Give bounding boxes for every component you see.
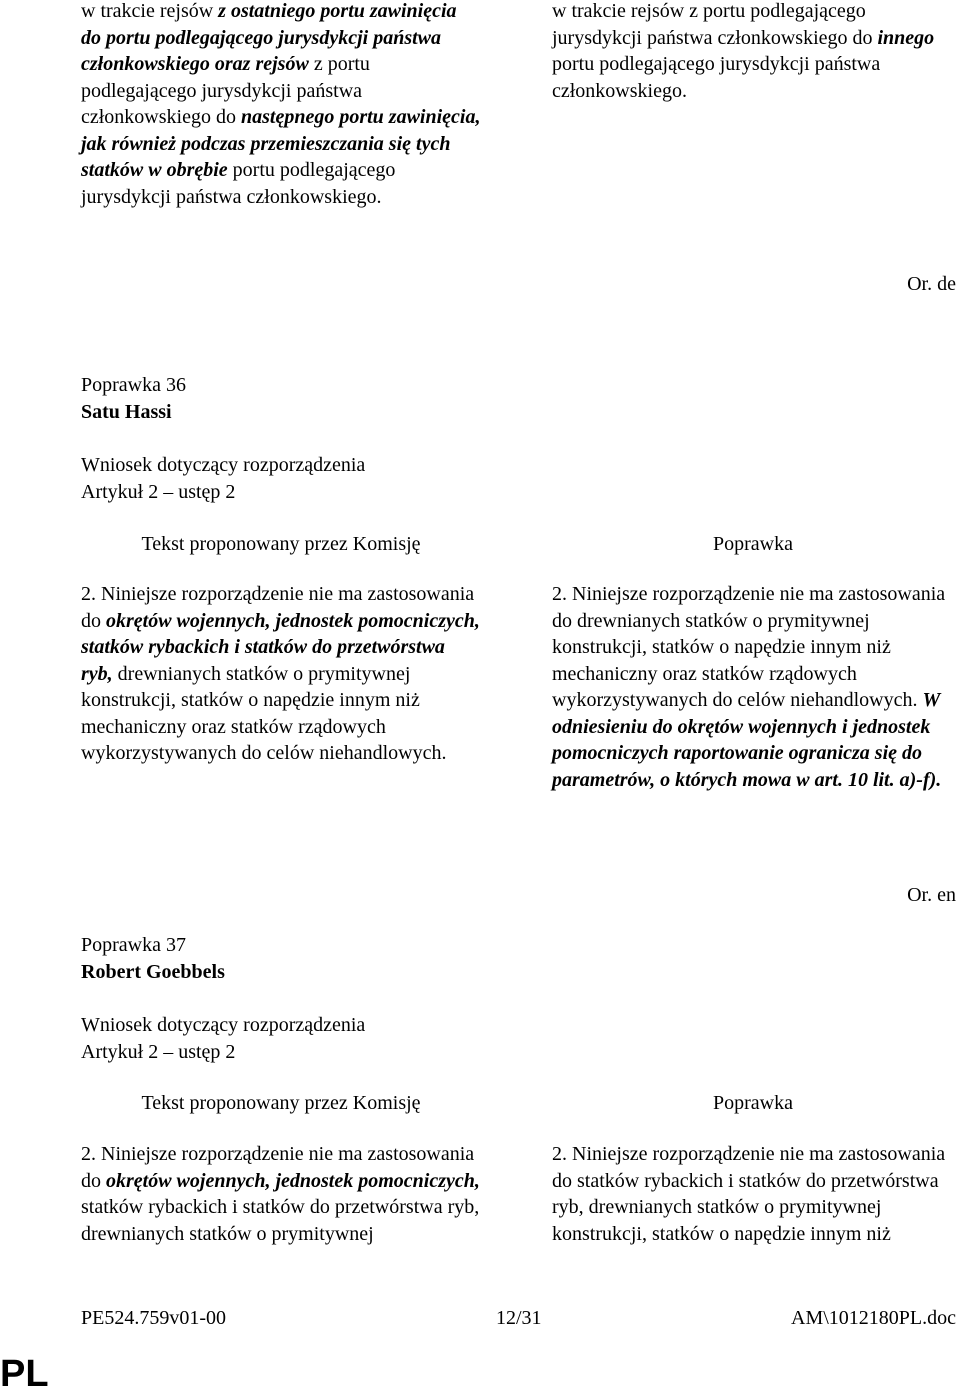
column-header-amendment: Poprawka bbox=[713, 1092, 793, 1114]
text-run: statków rybackich i statków do przetwórstwa ryb, drewnianych statków o prymitywnej bbox=[81, 1196, 480, 1245]
original-language: Or. en bbox=[907, 884, 956, 906]
column-header-commission: Tekst proponowany przez Komisję bbox=[141, 533, 421, 555]
text-run: portu podlegającego jurysdykcji państwa członkowskiego. bbox=[81, 159, 396, 208]
column-header-commission: Tekst proponowany przez Komisję bbox=[141, 1092, 421, 1114]
text-run: 2. Niniejsze rozporządzenie nie ma zastosowania do statków rybackich i statków do przetwórstwa ryb, drewnianych statków o prymitywnej konstrukcji, statków o napędzie innym niż bbox=[552, 1143, 946, 1245]
continued-text-commission bbox=[81, 0, 481, 210]
original-language: Or. de bbox=[907, 273, 956, 295]
amendment-reference bbox=[81, 1012, 681, 1065]
text-run: drewnianych statków o prymitywnej konstrukcji, statków o napędzie innym niż mechaniczny oraz statków rządowych wykorzystywanych do celów niehandlowych. bbox=[81, 662, 447, 764]
amendment-number: Poprawka 36 bbox=[81, 374, 186, 396]
document-reference: PE524.759v01-00 bbox=[81, 1307, 226, 1329]
page-number: 12/31 bbox=[496, 1307, 542, 1329]
text-run: 2. Niniejsze rozporządzenie nie ma zastosowania do bbox=[81, 583, 475, 632]
amendment-text bbox=[552, 581, 957, 793]
amendment-heading bbox=[81, 372, 681, 425]
amendment-number: Poprawka 37 bbox=[81, 934, 186, 956]
document-type: Wniosek dotyczący rozporządzenia bbox=[81, 1014, 366, 1036]
continued-text-amendment bbox=[552, 0, 957, 104]
text-run: w trakcie rejsów bbox=[81, 0, 219, 22]
page-footer bbox=[81, 1305, 956, 1331]
column-header-amendment: Poprawka bbox=[713, 533, 793, 555]
text-run-bold-italic: okrętów wojennych, jednostek pomocniczych, bbox=[106, 1169, 480, 1192]
article-reference: Artykuł 2 – ustęp 2 bbox=[81, 1040, 236, 1063]
amendment-text bbox=[552, 1141, 957, 1247]
file-name: AM\1012180PL.doc bbox=[791, 1307, 956, 1329]
amendment-author: Satu Hassi bbox=[81, 400, 172, 423]
text-run-bold-italic: okrętów wojennych, jednostek pomocniczych, statków rybackich i statków do przetwórstwa ryb, bbox=[81, 609, 480, 685]
text-run-bold-italic: innego bbox=[877, 26, 935, 49]
article-reference: Artykuł 2 – ustęp 2 bbox=[81, 480, 236, 503]
text-run: portu podlegającego jurysdykcji państwa członkowskiego. bbox=[552, 53, 881, 102]
commission-text bbox=[81, 581, 481, 767]
text-run-bold-italic: następnego portu zawinięcia, jak również podczas przemieszczania się tych statków w obrębie bbox=[81, 106, 481, 181]
text-run: 2. Niniejsze rozporządzenie nie ma zastosowania do drewnianych statków o prymitywnej konstrukcji, statków o napędzie innym niż mechaniczny oraz statków rządowych wykorzystywanych do celów niehandlowych. bbox=[552, 583, 946, 711]
amendment-heading bbox=[81, 932, 681, 985]
text-run: z portu podlegającego jurysdykcji państwa członkowskiego do bbox=[81, 53, 370, 128]
text-run: 2. Niniejsze rozporządzenie nie ma zastosowania do bbox=[81, 1143, 475, 1192]
text-run: w trakcie rejsów z portu podlegającego jurysdykcji państwa członkowskiego do bbox=[552, 0, 878, 49]
text-run-bold-italic: z ostatniego portu zawinięcia do portu podlegającego jurysdykcji państwa członkowskiego oraz rejsów bbox=[81, 0, 457, 75]
document-type: Wniosek dotyczący rozporządzenia bbox=[81, 454, 366, 476]
amendment-author: Robert Goebbels bbox=[81, 960, 225, 983]
commission-text bbox=[81, 1141, 481, 1247]
amendment-reference bbox=[81, 452, 681, 505]
text-run-bold-italic: W odniesieniu do okrętów wojennych i jednostek pomocniczych raportowanie ogranicza się do parametrów, o których mowa w art. 10 lit. a)-f). bbox=[552, 689, 942, 791]
language-mark: PL bbox=[0, 1353, 49, 1395]
